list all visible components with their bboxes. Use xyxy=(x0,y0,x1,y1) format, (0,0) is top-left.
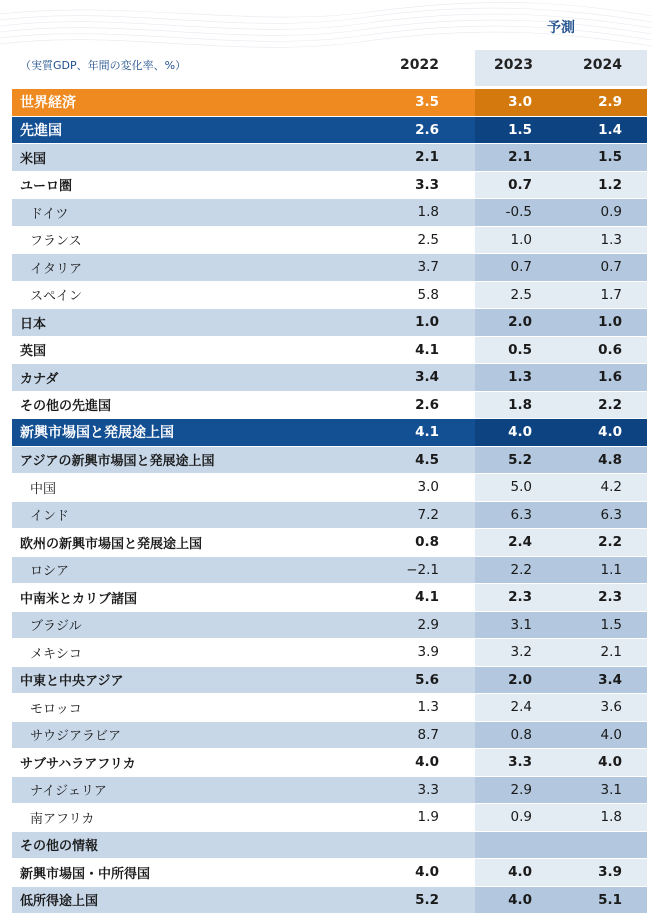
row-label: イタリア xyxy=(30,261,83,277)
row-label: 中南米とカリブ諸国 xyxy=(20,591,138,607)
table-row xyxy=(12,859,647,887)
value-2024: 1.2 xyxy=(598,176,622,193)
table-row xyxy=(12,777,647,805)
value-2023: 1.0 xyxy=(510,231,532,248)
value-2022: 1.9 xyxy=(417,809,439,826)
table-row xyxy=(12,749,647,777)
row-label: ナイジェリア xyxy=(30,784,107,800)
row-label: その他の情報 xyxy=(20,839,99,855)
value-2023: 2.0 xyxy=(508,671,532,688)
row-label: アジアの新興市場国と発展途上国 xyxy=(20,454,215,470)
table-row xyxy=(12,227,647,255)
value-2024: 3.6 xyxy=(600,699,622,716)
row-label: 新興市場国・中所得国 xyxy=(20,866,151,882)
value-2023: 3.0 xyxy=(508,94,532,111)
value-2023: -0.5 xyxy=(505,204,532,221)
table-row xyxy=(12,89,647,117)
value-2024: 3.1 xyxy=(600,781,622,798)
value-2024: 0.7 xyxy=(600,259,622,276)
value-2023: 5.0 xyxy=(510,479,532,496)
value-2023: 2.4 xyxy=(508,534,532,551)
row-label: 世界経済 xyxy=(20,95,76,112)
table-row xyxy=(12,309,647,337)
table-row xyxy=(12,639,647,667)
value-2023: 0.9 xyxy=(510,809,532,826)
value-2024: 1.1 xyxy=(600,561,622,578)
row-label: 中国 xyxy=(30,481,57,497)
table-row xyxy=(12,474,647,502)
table-row xyxy=(12,392,647,420)
row-label: ドイツ xyxy=(30,206,69,222)
value-2022: 5.8 xyxy=(417,286,439,303)
value-2023: 2.1 xyxy=(508,149,532,166)
year-2023-header: 2023 xyxy=(494,57,533,73)
value-2024: 0.6 xyxy=(598,341,622,358)
row-label: 南アフリカ xyxy=(30,811,95,827)
table-row xyxy=(12,172,647,200)
table-row xyxy=(12,694,647,722)
table-row xyxy=(12,584,647,612)
table-row xyxy=(12,364,647,392)
table-row xyxy=(12,502,647,530)
value-2023: 0.5 xyxy=(508,341,532,358)
value-2023: 5.2 xyxy=(508,451,532,468)
forecast-cell-bg xyxy=(475,832,647,859)
row-label: 米国 xyxy=(20,151,47,167)
value-2022: 2.1 xyxy=(415,149,439,166)
value-2024: 1.3 xyxy=(600,231,622,248)
value-2022: 3.4 xyxy=(415,369,439,386)
row-label: その他の先進国 xyxy=(20,399,112,415)
table-row xyxy=(12,557,647,585)
row-label: 新興市場国と発展途上国 xyxy=(20,425,174,442)
row-label: ユーロ圏 xyxy=(20,179,73,195)
value-2024: 2.2 xyxy=(598,534,622,551)
value-2024: 4.8 xyxy=(598,451,622,468)
value-2022: 1.8 xyxy=(417,204,439,221)
value-2024: 1.5 xyxy=(598,149,622,166)
row-label: ロシア xyxy=(30,564,70,580)
table-row xyxy=(12,337,647,365)
value-2023: 0.8 xyxy=(510,726,532,743)
value-2023: 2.3 xyxy=(508,589,532,606)
value-2022: 4.1 xyxy=(415,589,439,606)
row-label: ブラジル xyxy=(30,619,82,635)
table-row xyxy=(12,117,647,145)
value-2023: 2.0 xyxy=(508,314,532,331)
table-row xyxy=(12,144,647,172)
unit-note: （実質GDP、年間の変化率、%） xyxy=(20,59,187,72)
table-row xyxy=(12,667,647,695)
value-2024: 1.6 xyxy=(598,369,622,386)
value-2022: 2.5 xyxy=(417,231,439,248)
table-row xyxy=(12,887,647,915)
value-2024: 2.9 xyxy=(598,94,622,111)
value-2024: 3.4 xyxy=(598,671,622,688)
table-row xyxy=(12,722,647,750)
table-row xyxy=(12,447,647,475)
row-label: インド xyxy=(30,509,70,525)
value-2022: 4.0 xyxy=(415,754,439,771)
value-2022: 4.1 xyxy=(415,424,439,441)
value-2024: 1.8 xyxy=(600,809,622,826)
value-2024: 0.9 xyxy=(600,204,622,221)
table-row xyxy=(12,612,647,640)
table-row xyxy=(12,419,647,447)
row-label: フランス xyxy=(30,234,82,250)
year-2022-header: 2022 xyxy=(400,57,439,73)
value-2022: 3.7 xyxy=(417,259,439,276)
row-label: カナダ xyxy=(20,371,59,387)
value-2022: 1.3 xyxy=(417,699,439,716)
value-2024: 4.0 xyxy=(598,424,622,441)
growth-table xyxy=(12,89,647,914)
value-2022: 5.2 xyxy=(415,891,439,908)
table-row xyxy=(12,804,647,832)
value-2024: 1.0 xyxy=(598,314,622,331)
row-label: 低所得途上国 xyxy=(20,894,99,910)
value-2022: 5.6 xyxy=(415,671,439,688)
row-label: 先進国 xyxy=(20,122,62,139)
row-label: スペイン xyxy=(30,289,83,305)
value-2023: 2.4 xyxy=(510,699,532,716)
value-2023: 0.7 xyxy=(510,259,532,276)
table-row xyxy=(12,282,647,310)
value-2023: 4.0 xyxy=(508,891,532,908)
row-label: サブサハラアフリカ xyxy=(20,756,136,772)
value-2023: 4.0 xyxy=(508,864,532,881)
value-2023: 2.9 xyxy=(510,781,532,798)
row-label: 欧州の新興市場国と発展途上国 xyxy=(20,536,203,552)
row-label: メキシコ xyxy=(30,646,82,662)
value-2022: 3.3 xyxy=(417,781,439,798)
value-2022: 2.9 xyxy=(417,616,439,633)
row-label: 日本 xyxy=(20,316,47,332)
value-2024: 1.7 xyxy=(600,286,622,303)
row-label: モロッコ xyxy=(30,701,82,717)
value-2023: 2.2 xyxy=(510,561,532,578)
row-label: サウジアラビア xyxy=(30,729,122,745)
value-2022: 3.0 xyxy=(417,479,439,496)
value-2023: 0.7 xyxy=(508,176,532,193)
value-2023: 3.3 xyxy=(508,754,532,771)
value-2024: 6.3 xyxy=(600,506,622,523)
value-2022: 2.6 xyxy=(415,121,439,138)
value-2022: 4.5 xyxy=(415,451,439,468)
value-2022: 3.9 xyxy=(417,644,439,661)
row-label: 中東と中央アジア xyxy=(20,674,124,690)
value-2022: −2.1 xyxy=(406,561,439,578)
value-2022: 0.8 xyxy=(415,534,439,551)
value-2024: 1.5 xyxy=(600,616,622,633)
value-2024: 4.0 xyxy=(598,754,622,771)
value-2023: 1.5 xyxy=(508,121,532,138)
value-2022: 4.1 xyxy=(415,341,439,358)
value-2024: 2.2 xyxy=(598,396,622,413)
year-2024-header: 2024 xyxy=(583,57,622,73)
value-2023: 6.3 xyxy=(510,506,532,523)
table-row xyxy=(12,254,647,282)
value-2024: 2.1 xyxy=(600,644,622,661)
row-label: 英国 xyxy=(20,344,47,360)
value-2024: 4.2 xyxy=(600,479,622,496)
value-2024: 5.1 xyxy=(598,891,622,908)
value-2022: 4.0 xyxy=(415,864,439,881)
value-2023: 2.5 xyxy=(510,286,532,303)
value-2023: 3.1 xyxy=(510,616,532,633)
table-row xyxy=(12,832,647,860)
table-row xyxy=(12,199,647,227)
forecast-label: 予測 xyxy=(547,20,575,36)
value-2023: 4.0 xyxy=(508,424,532,441)
value-2022: 2.6 xyxy=(415,396,439,413)
value-2024: 3.9 xyxy=(598,864,622,881)
value-2022: 8.7 xyxy=(417,726,439,743)
value-2023: 3.2 xyxy=(510,644,532,661)
table-row xyxy=(12,529,647,557)
value-2023: 1.8 xyxy=(508,396,532,413)
value-2022: 7.2 xyxy=(417,506,439,523)
value-2024: 4.0 xyxy=(600,726,622,743)
value-2024: 2.3 xyxy=(598,589,622,606)
value-2022: 3.3 xyxy=(415,176,439,193)
value-2024: 1.4 xyxy=(598,121,622,138)
value-2022: 1.0 xyxy=(415,314,439,331)
value-2023: 1.3 xyxy=(508,369,532,386)
value-2022: 3.5 xyxy=(415,94,439,111)
